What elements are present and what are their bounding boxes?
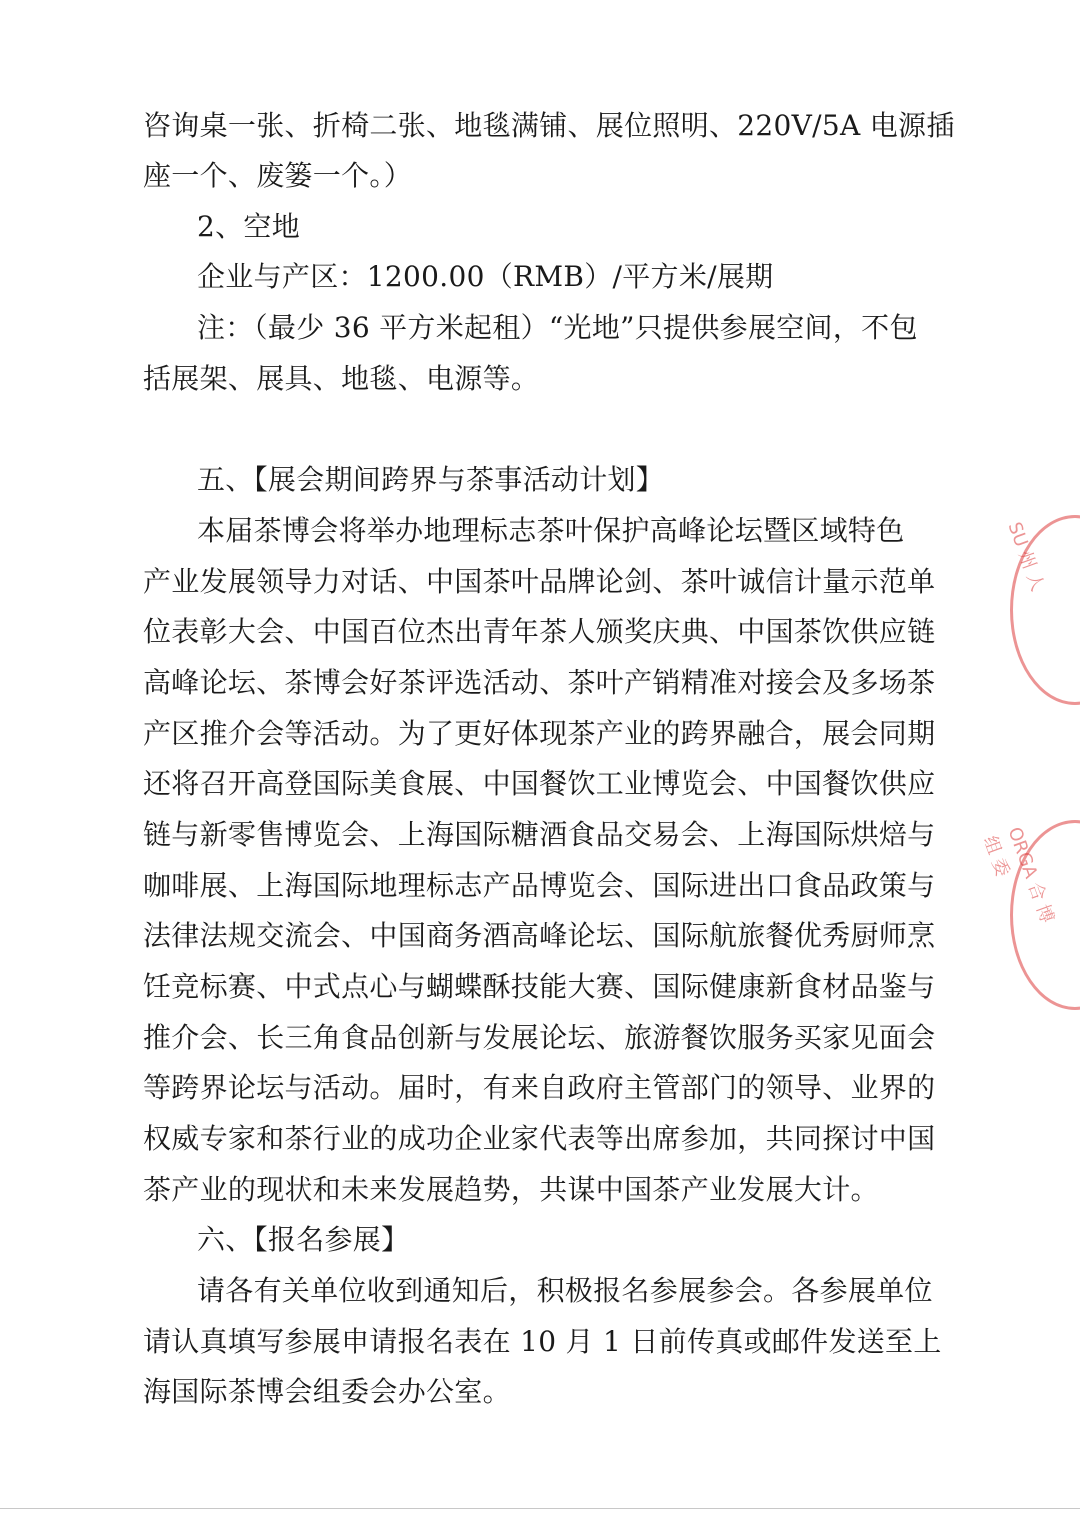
text-line: 注：（最少 36 平方米起租）“光地”只提供参展空间，不包 <box>197 311 918 344</box>
section-heading-6: 六、【报名参展】 <box>197 1223 410 1256</box>
text-line: 位表彰大会、中国百位杰出青年茶人颁奖庆典、中国茶饮供应链 <box>143 615 936 648</box>
text-line: 括展架、展具、地毯、电源等。 <box>143 362 540 395</box>
text-line: 产区推介会等活动。为了更好体现茶产业的跨界融合，展会同期 <box>143 717 936 750</box>
subheading-vacant-space: 2、空地 <box>197 210 301 243</box>
section-heading-5: 五、【展会期间跨界与茶事活动计划】 <box>197 463 665 496</box>
red-seal-stamp-top <box>1003 515 1080 705</box>
text-line: 企业与产区：1200.00（RMB）/平方米/展期 <box>197 260 774 293</box>
text-line: 产业发展领导力对话、中国茶叶品牌论剑、茶叶诚信计量示范单 <box>143 565 936 598</box>
text-line: 推介会、长三角食品创新与发展论坛、旅游餐饮服务买家见面会 <box>143 1021 936 1054</box>
text-line: 法律法规交流会、中国商务酒高峰论坛、国际航旅餐优秀厨师烹 <box>143 919 936 952</box>
text-line: 权威专家和茶行业的成功企业家代表等出席参加，共同探讨中国 <box>143 1122 936 1155</box>
text-line: 座一个、废篓一个。） <box>143 159 413 192</box>
text-line: 本届茶博会将举办地理标志茶叶保护高峰论坛暨区域特色 <box>197 514 905 547</box>
text-line: 请各有关单位收到通知后，积极报名参展参会。各参展单位 <box>197 1274 933 1307</box>
text-line: 请认真填写参展申请报名表在 10 月 1 日前传真或邮件发送至上 <box>143 1325 942 1358</box>
text-line: 咨询桌一张、折椅二张、地毯满铺、展位照明、220V/5A 电源插 <box>143 109 955 142</box>
text-line: 链与新零售博览会、上海国际糖酒食品交易会、上海国际烘焙与 <box>143 818 936 851</box>
text-line: 等跨界论坛与活动。届时，有来自政府主管部门的领导、业界的 <box>143 1071 936 1104</box>
seal-text: SU 州 人 <box>1003 519 1048 595</box>
text-line: 咖啡展、上海国际地理标志产品博览会、国际进出口食品政策与 <box>143 869 936 902</box>
text-line: 饪竞标赛、中式点心与蝴蝶酥技能大赛、国际健康新食材品鉴与 <box>143 970 936 1003</box>
text-line: 茶产业的现状和未来发展趋势，共谋中国茶产业发展大计。 <box>143 1173 879 1206</box>
text-line: 还将召开高登国际美食展、中国餐饮工业博览会、中国餐饮供应 <box>143 767 936 800</box>
page-bottom-divider <box>0 1508 1080 1509</box>
seal-text: ORGA 合 博 组 委 <box>979 824 1058 926</box>
text-line: 海国际茶博会组委会办公室。 <box>143 1375 511 1408</box>
text-line: 高峰论坛、茶博会好茶评选活动、茶叶产销精准对接会及多场茶 <box>143 666 936 699</box>
red-seal-stamp-bottom <box>979 820 1080 1010</box>
